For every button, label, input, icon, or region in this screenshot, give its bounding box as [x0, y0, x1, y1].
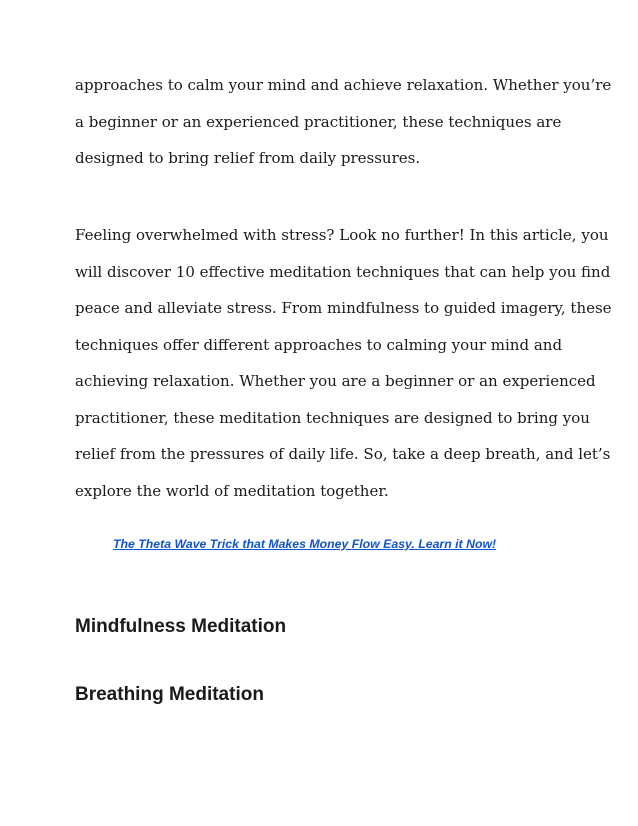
paragraph-line: techniques offer different approaches to calming your mind and — [75, 335, 563, 354]
promo-link[interactable]: The Theta Wave Trick that Makes Money Flow Easy. Learn it Now! — [113, 537, 497, 551]
paragraph-line: practitioner, these meditation techniques are designed to bring you — [75, 408, 590, 427]
paragraph-line: peace and alleviate stress. From mindfulness to guided imagery, these — [75, 299, 612, 317]
paragraph-line: relief from the pressures of daily life. So, take a deep breath, and let’s — [75, 445, 611, 463]
paragraph-line: will discover 10 effective meditation techniques that can help you find — [75, 262, 611, 281]
paragraph-line: Feeling overwhelmed with stress? Look no further! In this article, you — [75, 226, 609, 244]
body-paragraph — [75, 217, 612, 509]
paragraph-line: explore the world of meditation together. — [75, 481, 389, 500]
paragraph-line: approaches to calm your mind and achieve relaxation. Whether you’re — [75, 76, 612, 94]
intro-paragraph — [75, 67, 612, 177]
section-heading-breathing: Breathing Meditation — [75, 684, 264, 705]
paragraph-line: achieving relaxation. Whether you are a beginner or an experienced — [75, 372, 596, 390]
section-heading-mindfulness: Mindfulness Meditation — [75, 616, 287, 637]
paragraph-line: designed to bring relief from daily pressures. — [75, 149, 421, 167]
paragraph-line: a beginner or an experienced practitioner, these techniques are — [75, 112, 562, 131]
